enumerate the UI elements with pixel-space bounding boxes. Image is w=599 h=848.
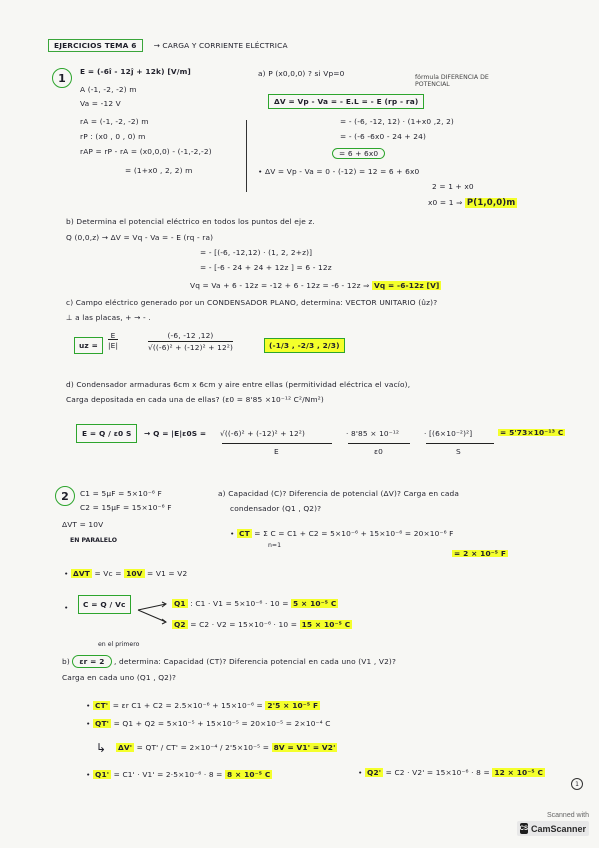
q2b-line: • Q2' = C2 · V2' = 15×10⁻⁶ · 8 = 12 × 10⁻⁵ C [358, 768, 544, 777]
dvt-line: • ΔVT = Vc = 10V = V1 = V2 [64, 569, 188, 578]
q1b-result: 8 × 10⁻⁵ C [227, 770, 271, 779]
ex2-part-b-question-2: Carga en cada uno (Q1 , Q2)? [62, 673, 177, 682]
d-area: · [(6×10⁻²)²] [424, 429, 473, 438]
d-formula: E = Q / ε0 S [76, 424, 137, 443]
ct2-result: 2'5 × 10⁻⁵ F [267, 701, 319, 710]
uz-fraction [108, 332, 118, 350]
q2-label: Q2 [174, 620, 186, 629]
d-underbrace-eps [348, 443, 410, 444]
part-a-step-3: = 6 + 6x0 [332, 148, 385, 159]
ct-line: • CT = Σ C = C1 + C2 = 5×10⁻⁶ + 15×10⁻⁶ = 20×10⁻⁶ F [230, 529, 454, 538]
camscanner-logo-icon: CS [520, 823, 528, 834]
dvt-text: = Vc = [94, 569, 122, 578]
dvt-label: ΔVT [73, 569, 90, 578]
ex2-b-prefix: b) [62, 657, 70, 666]
part-a-step-2: = - (-6 -6x0 - 24 + 24) [340, 132, 427, 141]
e-definition: E = (-6î - 12ĵ + 12k) [V/m] [80, 67, 191, 76]
dv2-label: ΔV' [118, 743, 133, 752]
d-underbrace-s [426, 443, 494, 444]
rap-result: = (1+x0 , 2, 2) m [125, 166, 193, 175]
exercise-1-number: 1 [52, 68, 72, 88]
uz-big-den: √((-6)² + (-12)² + 12²) [148, 343, 233, 353]
ct2-label: CT' [95, 701, 109, 710]
rp-vector: rP : (x0 , 0 , 0) m [80, 132, 146, 141]
dvt-value: 10V [126, 569, 143, 578]
q2-line [172, 621, 352, 628]
part-d-question-2: Carga depositada en cada una de ellas? (ε0 = 8'85 ×10⁻¹² C²/Nm²) [66, 395, 324, 404]
uz-box [74, 337, 103, 354]
part-b-line-4-text: Vq = Va + 6 - 12z = -12 + 6 - 12z = -6 - 12z ⇒ [190, 281, 370, 290]
ex2-part-a-question-2: condensador (Q1 , Q2)? [230, 504, 322, 513]
q2-result: 15 × 10⁻⁵ C [301, 620, 351, 629]
ex2-part-a-question: a) Capacidad (C)? Diferencia de potencial (ΔV)? Carga en cada [218, 489, 460, 498]
part-a-result: P(1,0,0)m [466, 198, 516, 208]
ct-text: = Σ C = C1 + C2 = 5×10⁻⁶ + 15×10⁻⁶ = 20×10⁻⁶ F [254, 529, 454, 538]
c1-def: C1 = 5μF = 5×10⁻⁶ F [80, 489, 162, 498]
title-box: EJERCICIOS TEMA 6 [48, 39, 143, 52]
page-marker: 1 [571, 778, 583, 790]
q1-result: 5 × 10⁻⁵ C [293, 599, 337, 608]
uz-frac-den: |E| [108, 341, 119, 351]
part-a-step-6 [428, 199, 517, 208]
uz-big-fraction [148, 332, 233, 352]
q2b-label: Q2' [367, 768, 382, 777]
q1b-line: • Q1' = C1' · V1' = 2·5×10⁻⁶ · 8 = 8 × 10⁻⁵ C [86, 770, 271, 779]
part-c-question-2: ⊥ a las placas, + → - . [66, 313, 151, 322]
rap-vector: rAP = rP - rA = (x0,0,0) - (-1,-2,-2) [80, 147, 212, 156]
d-underbrace-e [222, 443, 332, 444]
part-b-result: Vq = -6-12z [V] [373, 281, 440, 290]
d-sqrt: √((-6)² + (-12)² + 12²) [220, 429, 305, 438]
part-b-line-1: Q (0,0,z) → ΔV = Vq - Va = - E (rq - ra) [66, 233, 214, 242]
dv2-result: 8V = V1' = V2' [273, 743, 336, 752]
d-label-eps: ε0 [374, 447, 383, 456]
ct-label: CT [239, 529, 250, 538]
part-c-question: c) Campo eléctrico generado por un CONDENSADOR PLANO, determina: VECTOR UNITARIO (ûz)? [66, 298, 438, 307]
ex2-b-note: en el primero [98, 641, 140, 648]
arrow-hook: ↳ [96, 741, 107, 755]
part-a-step-1: = - (-6, -12, 12) · (1+x0 ,2, 2) [340, 117, 454, 126]
q2b-result: 12 × 10⁻⁵ C [494, 768, 544, 777]
uz-result: (-1/3 , -2/3 , 2/3) [264, 338, 345, 353]
a-definition: A (-1, -2, -2) m [80, 85, 137, 94]
q1-line [172, 600, 338, 607]
ex2-b-question-text: , determina: Capacidad (CT)? Diferencia potencial en cada uno (V1 , V2)? [114, 657, 397, 666]
part-b-question: b) Determina el potencial eléctrico en todos los puntos del eje z. [66, 217, 315, 226]
c-formula: C = Q / Vc [78, 595, 131, 614]
parallel-mode: EN PARALELO [70, 537, 118, 544]
q1b-text: = C1' · V1' = 2·5×10⁻⁶ · 8 = [113, 770, 223, 779]
qt2-text: = Q1 + Q2 = 5×10⁻⁵ + 15×10⁻⁵ = 20×10⁻⁵ = 2×10⁻⁴ C [113, 719, 331, 728]
d-label-e: E [274, 447, 279, 456]
dv-formula: ΔV = Vp - Va = - E.L = - E (rp - ra) [268, 94, 424, 109]
dv-def: ΔVT = 10V [62, 520, 104, 529]
part-b-line-3: = - [-6 - 24 + 24 + 12z ] = 6 - 12z [200, 263, 332, 272]
q2-text: = C2 · V2 = 15×10⁻⁶ · 10 = [190, 620, 298, 629]
c2-def: C2 = 15μF = 15×10⁻⁶ F [80, 503, 172, 512]
ct-result: = 2 × 10⁻⁵ F [454, 549, 507, 558]
part-a-question: a) P (x0,0,0) ? si Vp=0 [258, 69, 345, 78]
q1-label: Q1 [174, 599, 186, 608]
part-b-line-2: = - [(-6, -12,12) · (1, 2, 2+z)] [200, 248, 313, 257]
part-a-step-6-text: x0 = 1 ⇒ [428, 198, 463, 207]
dvt-rest: = V1 = V2 [147, 569, 188, 578]
uz-big-num: (-6, -12 ,12) [148, 332, 233, 342]
title-rest: → CARGA Y CORRIENTE ELÉCTRICA [153, 41, 288, 50]
qt2-label: QT' [95, 719, 110, 728]
va-definition: Va = -12 V [80, 99, 121, 108]
header [48, 35, 288, 52]
side-note: fórmula DIFERENCIA DE POTENCIAL [415, 74, 489, 89]
ct2-line: • CT' = εr C1 + C2 = 2.5×10⁻⁶ + 15×10⁻⁶ = 2'5 × 10⁻⁵ F [86, 701, 319, 710]
dv2-text: = QT' / CT' = 2×10⁻⁴ / 2'5×10⁻⁵ = [136, 743, 270, 752]
exercise-2-number: 2 [55, 486, 75, 506]
separator [246, 120, 247, 192]
q1-text: : C1 · V1 = 5×10⁻⁶ · 10 = [190, 599, 289, 608]
part-a-step-5: 2 = 1 + x0 [432, 182, 474, 191]
dv2-line [116, 744, 337, 751]
part-b-line-4 [190, 282, 441, 289]
q2b-text: = C2 · V2' = 15×10⁻⁶ · 8 = [385, 768, 490, 777]
ra-vector: rA = (-1, -2, -2) m [80, 117, 149, 126]
ct2-text: = εr C1 + C2 = 2.5×10⁻⁶ + 15×10⁻⁶ = [112, 701, 263, 710]
qt2-line: • QT' = Q1 + Q2 = 5×10⁻⁵ + 15×10⁻⁵ = 20×10⁻⁵ = 2×10⁻⁴ C [86, 719, 331, 728]
ex2-b-er: εr = 2 [72, 655, 111, 668]
uz-label: uz = [79, 341, 98, 350]
camscanner-name: CamScanner [530, 823, 586, 834]
branch-arrows [136, 598, 170, 628]
d-arrow: → Q = |E|ε0S = [144, 429, 207, 438]
part-d-question: d) Condensador armaduras 6cm x 6cm y aire entre ellas (permitividad eléctrica el vacío), [66, 380, 411, 389]
d-eps: · 8'85 × 10⁻¹² [346, 429, 400, 438]
uz-frac-num: E [108, 332, 118, 340]
q1b-label: Q1' [95, 770, 110, 779]
part-a-step-4: • ΔV = Vp - Va = 0 - (-12) = 12 = 6 + 6x0 [258, 167, 420, 176]
ex2-part-b-question [62, 658, 396, 665]
d-label-s: S [456, 447, 461, 456]
ct-sub: n=1 [268, 542, 282, 549]
d-result: = 5'73×10⁻¹³ C [500, 428, 564, 437]
scanner-watermark [517, 812, 589, 836]
scanned-with-text: Scanned with [546, 812, 589, 819]
